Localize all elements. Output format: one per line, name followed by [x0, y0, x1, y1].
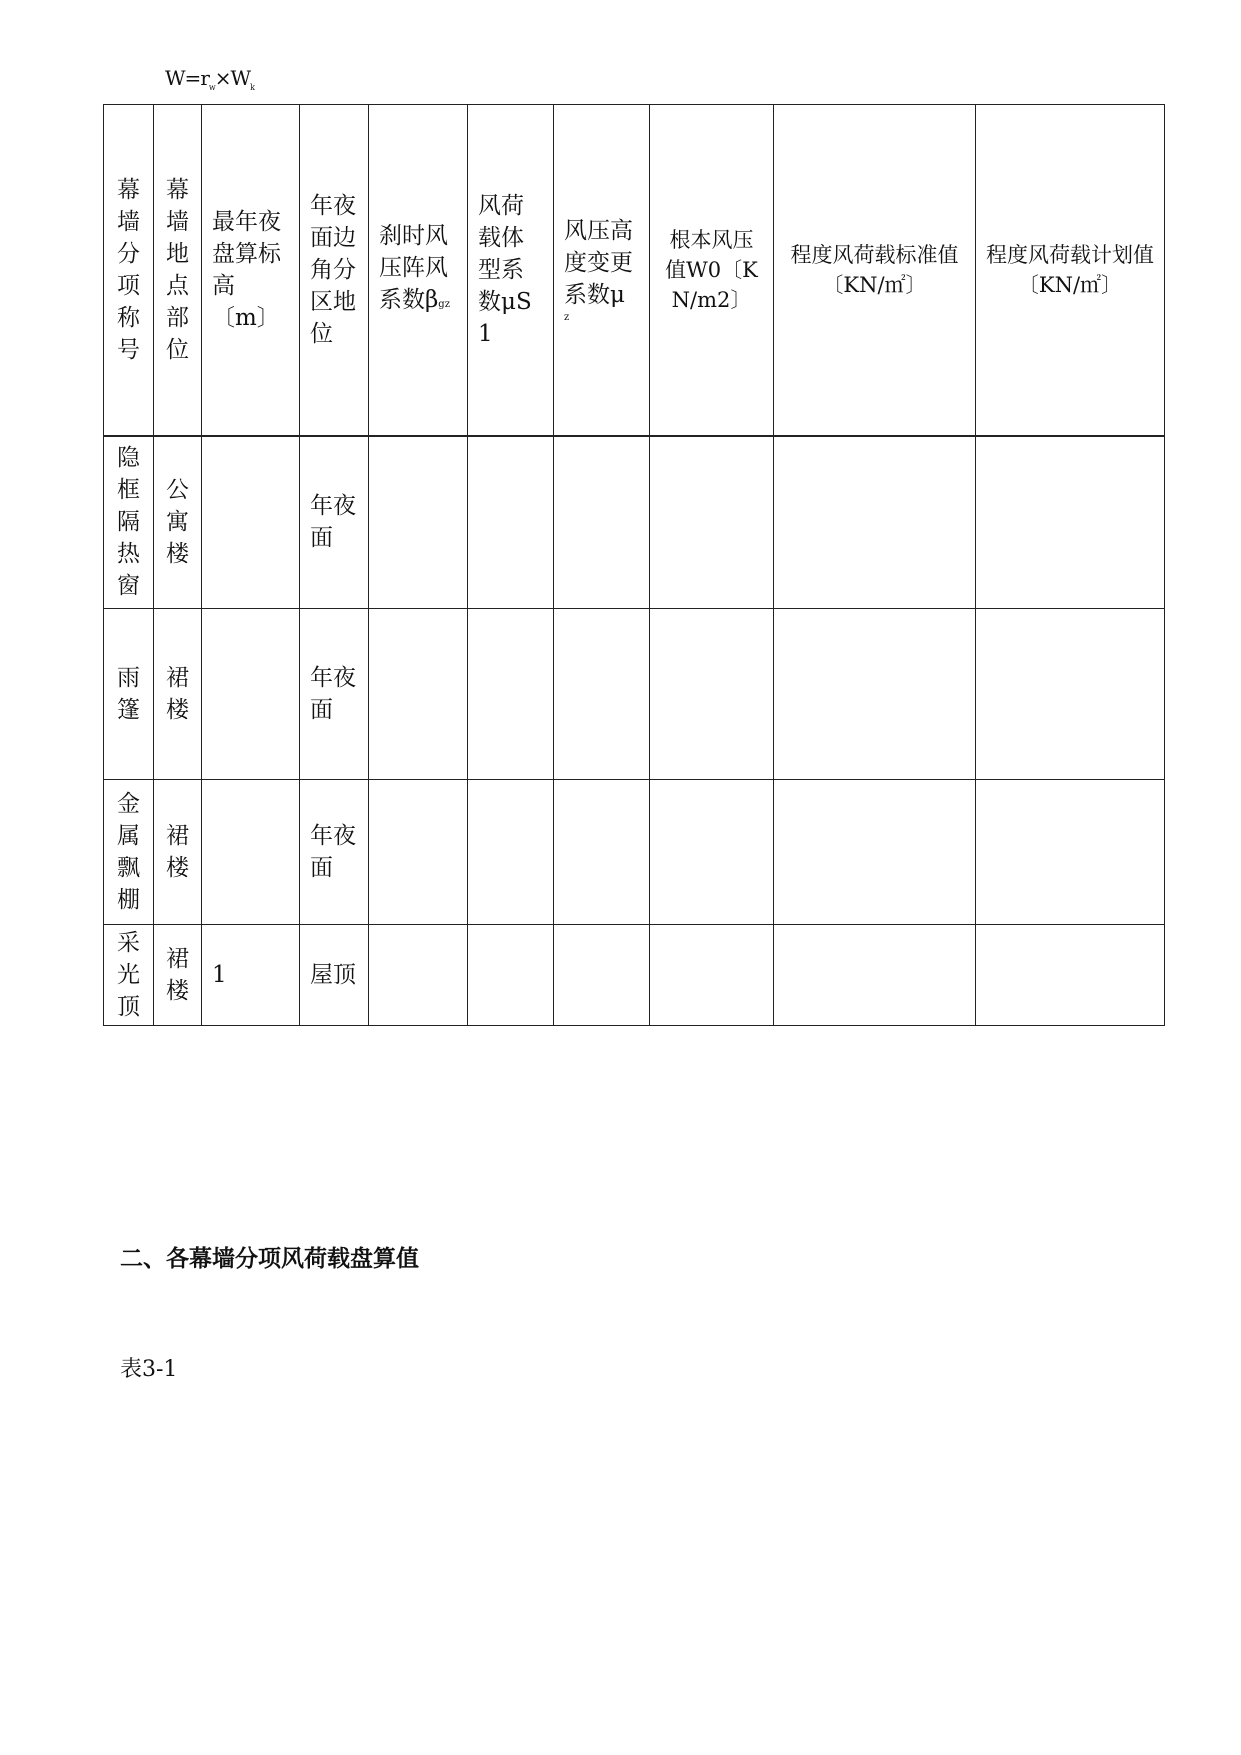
- table-row: [104, 436, 1165, 608]
- cell-empty: [554, 608, 650, 779]
- cell-empty: [554, 924, 650, 1025]
- cell-empty: [468, 608, 554, 779]
- cell-name: 隐框隔热窗: [104, 436, 154, 608]
- cell-name: 雨篷: [104, 608, 154, 779]
- cell-empty: [554, 436, 650, 608]
- cell-name: 采光顶: [104, 924, 154, 1025]
- header-gust-coefficient: 刹时风压阵风系数βgz: [369, 105, 468, 437]
- header-location: 幕墙地点部位: [154, 105, 202, 437]
- cell-empty: [369, 608, 468, 779]
- cell-zone: 年夜面: [300, 779, 369, 924]
- cell-empty: [369, 436, 468, 608]
- header-max-height: 最年夜盘算标高〔m〕: [202, 105, 300, 437]
- wind-load-table: [103, 104, 1165, 1026]
- table-header-row: [104, 105, 1165, 437]
- table-row: [104, 608, 1165, 779]
- cell-empty: [774, 924, 976, 1025]
- cell-name: 金属飘棚: [104, 779, 154, 924]
- cell-empty: [369, 924, 468, 1025]
- cell-empty: [774, 608, 976, 779]
- cell-empty: [650, 608, 774, 779]
- cell-height: [202, 608, 300, 779]
- cell-empty: [976, 779, 1165, 924]
- cell-zone: 年夜面: [300, 436, 369, 608]
- cell-empty: [976, 608, 1165, 779]
- cell-height: 1: [202, 924, 300, 1025]
- cell-empty: [976, 924, 1165, 1025]
- cell-empty: [468, 436, 554, 608]
- cell-empty: [468, 924, 554, 1025]
- cell-empty: [468, 779, 554, 924]
- table-row: [104, 779, 1165, 924]
- cell-location: 裙楼: [154, 608, 202, 779]
- cell-location: 公寓楼: [154, 436, 202, 608]
- cell-location: 裙楼: [154, 924, 202, 1025]
- table-caption: 表3-1: [120, 1357, 178, 1382]
- header-design-value: 程度风荷载计划值〔KN/㎡〕: [976, 105, 1165, 437]
- header-zone: 年夜面边角分区地位: [300, 105, 369, 437]
- cell-empty: [774, 779, 976, 924]
- cell-empty: [650, 436, 774, 608]
- header-item-name: 幕墙分项称号: [104, 105, 154, 437]
- wind-load-formula: $W=r_w\times W_k$: [165, 66, 254, 92]
- header-basic-pressure: 根本风压值W0〔KN/m2〕: [650, 105, 774, 437]
- table-row: [104, 924, 1165, 1025]
- header-shape-coefficient: 风荷载体型系数μS1: [468, 105, 554, 437]
- cell-empty: [554, 779, 650, 924]
- cell-empty: [369, 779, 468, 924]
- cell-empty: [976, 436, 1165, 608]
- cell-empty: [650, 924, 774, 1025]
- cell-height: [202, 779, 300, 924]
- cell-height: [202, 436, 300, 608]
- cell-zone: 屋顶: [300, 924, 369, 1025]
- cell-empty: [774, 436, 976, 608]
- header-height-coefficient: 风压高度变更系数μ z: [554, 105, 650, 437]
- header-standard-value: 程度风荷载标准值〔KN/㎡〕: [774, 105, 976, 437]
- section-heading: 二、各幕墙分项风荷载盘算值: [120, 1246, 419, 1272]
- cell-empty: [650, 779, 774, 924]
- cell-location: 裙楼: [154, 779, 202, 924]
- cell-zone: 年夜面: [300, 608, 369, 779]
